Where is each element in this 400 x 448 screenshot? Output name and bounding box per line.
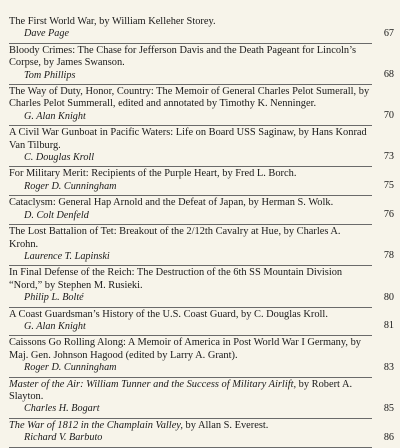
book-title-part: by Robert A. Slayton. — [9, 378, 353, 402]
page-number: 76 — [383, 209, 394, 221]
book-title — [9, 168, 372, 180]
reviewer-name: C. Douglas Kroll — [24, 152, 95, 164]
reviewer-name: Philip L. Bolté — [24, 292, 84, 304]
review-entry — [9, 266, 394, 307]
book-title-part: Caissons Go Rolling Along: A Memoir of America in Post World War I Germany, by Maj. Gen. Johnson Hagood (edited by Larry A. Grant). — [9, 337, 361, 361]
review-entry — [9, 196, 394, 225]
book-title-part: The Way of Duty, Honor, Country: The Memoir of General Charles Pelot Sumerall, by Charles Pelot Summerall, edited and annotated by Timothy K. Nenninger. — [9, 86, 370, 110]
book-title — [9, 309, 372, 321]
reviewer-name: G. Alan Knight — [24, 320, 86, 332]
review-entry — [9, 336, 394, 377]
page-number: 78 — [383, 250, 394, 262]
reviewer-name: Charles H. Bogart — [24, 403, 100, 415]
book-title-part: A Coast Guardsman’s History of the U.S. Coast Guard, by C. Douglas Kroll. — [9, 308, 328, 320]
book-title-part: Bloody Crimes: The Chase for Jefferson Davis and the Death Pageant for Lincoln’s Corpse, by James Swanson. — [9, 44, 357, 69]
book-title — [9, 337, 372, 362]
page-number: 75 — [383, 180, 394, 192]
page-number: 68 — [383, 69, 394, 81]
book-title — [9, 86, 372, 111]
reviewer-name: Roger D. Cunningham — [24, 362, 117, 374]
reviewer-name: D. Colt Denfeld — [24, 209, 89, 221]
review-entry — [9, 167, 394, 196]
review-entry — [9, 126, 394, 167]
book-title — [9, 197, 372, 209]
review-entry — [9, 44, 394, 85]
book-title — [9, 226, 372, 251]
reviewer-name: Laurence T. Lapinski — [24, 250, 110, 262]
review-entry — [9, 225, 394, 266]
book-title-part: The Lost Battalion of Tet: Breakout of the 2/12th Cavalry at Hue, by Charles A. Krohn. — [9, 226, 341, 250]
book-title-part: For Military Merit: Recipients of the Purple Heart, by Fred L. Borch. — [9, 168, 297, 180]
page-number: 83 — [383, 361, 394, 373]
page-number: 86 — [383, 431, 394, 443]
reviewer-name: Tom Phillips — [24, 69, 76, 81]
book-title-part: The First World War, by William Kelleher Storey. — [9, 16, 216, 27]
page-number: 85 — [383, 402, 394, 414]
page-number: 73 — [383, 151, 394, 163]
book-title-part: The War of 1812 in the Champlain Valley, — [9, 419, 183, 431]
book-title-part: A Civil War Gunboat in Pacific Waters: Life on Board USS Saginaw, by Hans Konrad Van Tilburg. — [9, 127, 367, 151]
book-title — [9, 420, 372, 432]
review-entry — [9, 308, 394, 337]
book-title-part: Master of the Air: William Tunner and the Success of Military Airlift, — [9, 378, 297, 390]
reviewer-name: G. Alan Knight — [24, 110, 86, 122]
book-title — [9, 267, 372, 292]
book-title-part: by Allan S. Everest. — [182, 419, 269, 431]
review-entry — [9, 378, 394, 419]
reviewer-name: Dave Page — [24, 28, 69, 40]
page-number: 81 — [383, 320, 394, 332]
book-title — [9, 45, 372, 70]
review-entry — [9, 85, 394, 126]
page-number: 70 — [383, 110, 394, 122]
page-number: 80 — [383, 291, 394, 303]
page-number: 67 — [383, 27, 394, 39]
book-title-part: In Final Defense of the Reich: The Destruction of the 6th SS Mountain Division “Nord,” by Stephen M. Rusieki. — [9, 267, 343, 291]
book-title — [9, 127, 372, 152]
review-entry — [9, 419, 394, 448]
book-title — [9, 379, 372, 404]
reviewer-name: Richard V. Barbuto — [24, 432, 103, 444]
review-entry — [9, 15, 394, 44]
reviewer-name: Roger D. Cunningham — [24, 180, 117, 192]
book-title-part: Cataclysm: General Hap Arnold and the Defeat of Japan, by Herman S. Wolk. — [9, 197, 334, 209]
book-title — [9, 16, 372, 28]
